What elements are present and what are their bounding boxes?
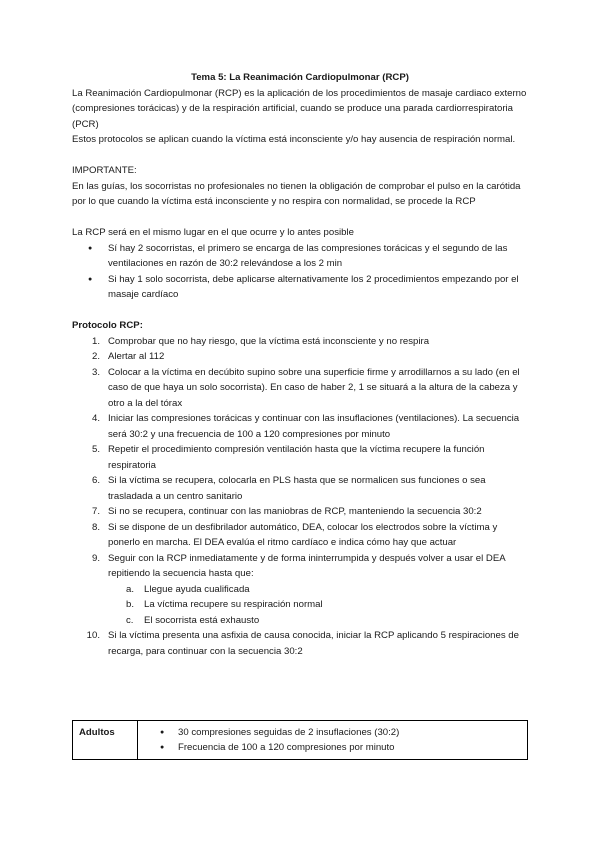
list-item: 9. Seguir con la RCP inmediatamente y de forma ininterrumpida y después volver a usar el DEA repitiendo la secuencia hasta que: a. Llegue ayuda cualificada b. La víctima recupere su respiración normal c. El socorrista está exhausto <box>72 551 528 629</box>
table-label: Adultos <box>73 721 138 760</box>
protocol-heading: Protocolo RCP: <box>72 320 143 331</box>
list-item: 5. Repetir el procedimiento compresión ventilación hasta que la víctima recupere la función respiratoria <box>91 444 485 471</box>
document-body <box>72 70 528 659</box>
list-item: ● Sí hay 2 socorristas, el primero se encarga de las compresiones torácicas y el segundo de las ventilaciones en razón de 30:2 relevándose a los 2 min <box>72 241 528 272</box>
sub-list-item: b. La víctima recupere su respiración normal <box>126 599 323 610</box>
summary-table <box>72 720 528 760</box>
list-item: ● 30 compresiones seguidas de 2 insuflaciones (30:2) <box>144 725 521 740</box>
list-item: 2. Alertar al 112 <box>91 351 165 362</box>
sub-list-item: a. Llegue ayuda cualificada <box>126 583 250 595</box>
table-row <box>73 721 528 760</box>
important-text: En las guías, los socorristas no profesionales no tienen la obligación de comprobar el pulso en la carótida por lo que cuando la víctima está inconsciente y no respira con normalidad, se procede la RCP <box>72 180 521 207</box>
list-item: 4. Iniciar las compresiones torácicas y continuar con las insuflaciones (ventilaciones). La secuencia será 30:2 y una frecuencia de 100 a 120 compresiones por minuto <box>91 413 520 440</box>
important-heading: IMPORTANTE: <box>72 165 137 176</box>
list-item: 3. Colocar a la víctima en decúbito supino sobre una superficie firme y arrodillarnos a su lado (en el caso de que haya un solo socorrista). En caso de haber 2, 1 se situará a la altura de la cabeza y otro a la del tórax <box>91 366 520 409</box>
intro-paragraph-2: Estos protocolos se aplican cuando la víctima está inconsciente y/o hay ausencia de respiración normal. <box>72 134 516 145</box>
sub-list-item: c. El socorrista está exhausto <box>126 614 260 626</box>
list-item: 6. Si la víctima se recupera, colocarla en PLS hasta que se normalicen sus funciones o sea trasladada a un centro sanitario <box>91 475 486 502</box>
protocol-steps <box>72 334 528 660</box>
list-item: ● Frecuencia de 100 a 120 compresiones por minuto <box>144 740 521 755</box>
intro-paragraph-1: La Reanimación Cardiopulmonar (RCP) es la aplicación de los procedimientos de masaje cardiaco externo (compresiones torácicas) y de la respiración artificial, cuando se produce una parada cardiorrespiratoria (PCR) <box>72 87 527 130</box>
page-title: Tema 5: La Reanimación Cardiopulmonar (RCP) <box>191 72 409 83</box>
list-item: 7. Si no se recupera, continuar con las maniobras de RCP, manteniendo la secuencia 30:2 <box>91 506 482 517</box>
table-cell <box>138 721 528 760</box>
list-item: 1. Comprobar que no hay riesgo, que la víctima está inconsciente y no respira <box>91 335 430 347</box>
location-bullets <box>72 241 528 303</box>
sub-list <box>108 582 528 629</box>
list-item: ● Si hay 1 solo socorrista, debe aplicarse alternativamente los 2 procedimientos empezando por el masaje cardíaco <box>72 272 528 303</box>
location-text: La RCP será en el mismo lugar en el que ocurre y lo antes posible <box>72 227 354 238</box>
list-item: 8. Si se dispone de un desfibrilador automático, DEA, colocar los electrodos sobre la víctima y ponerlo en marcha. El DEA evalúa el ritmo cardíaco e indica cómo hay que actuar <box>91 521 498 548</box>
list-item: 10. Si la víctima presenta una asfixia de causa conocida, iniciar la RCP aplicando 5 respiraciones de recarga, para continuar con la secuencia 30:2 <box>86 630 519 657</box>
